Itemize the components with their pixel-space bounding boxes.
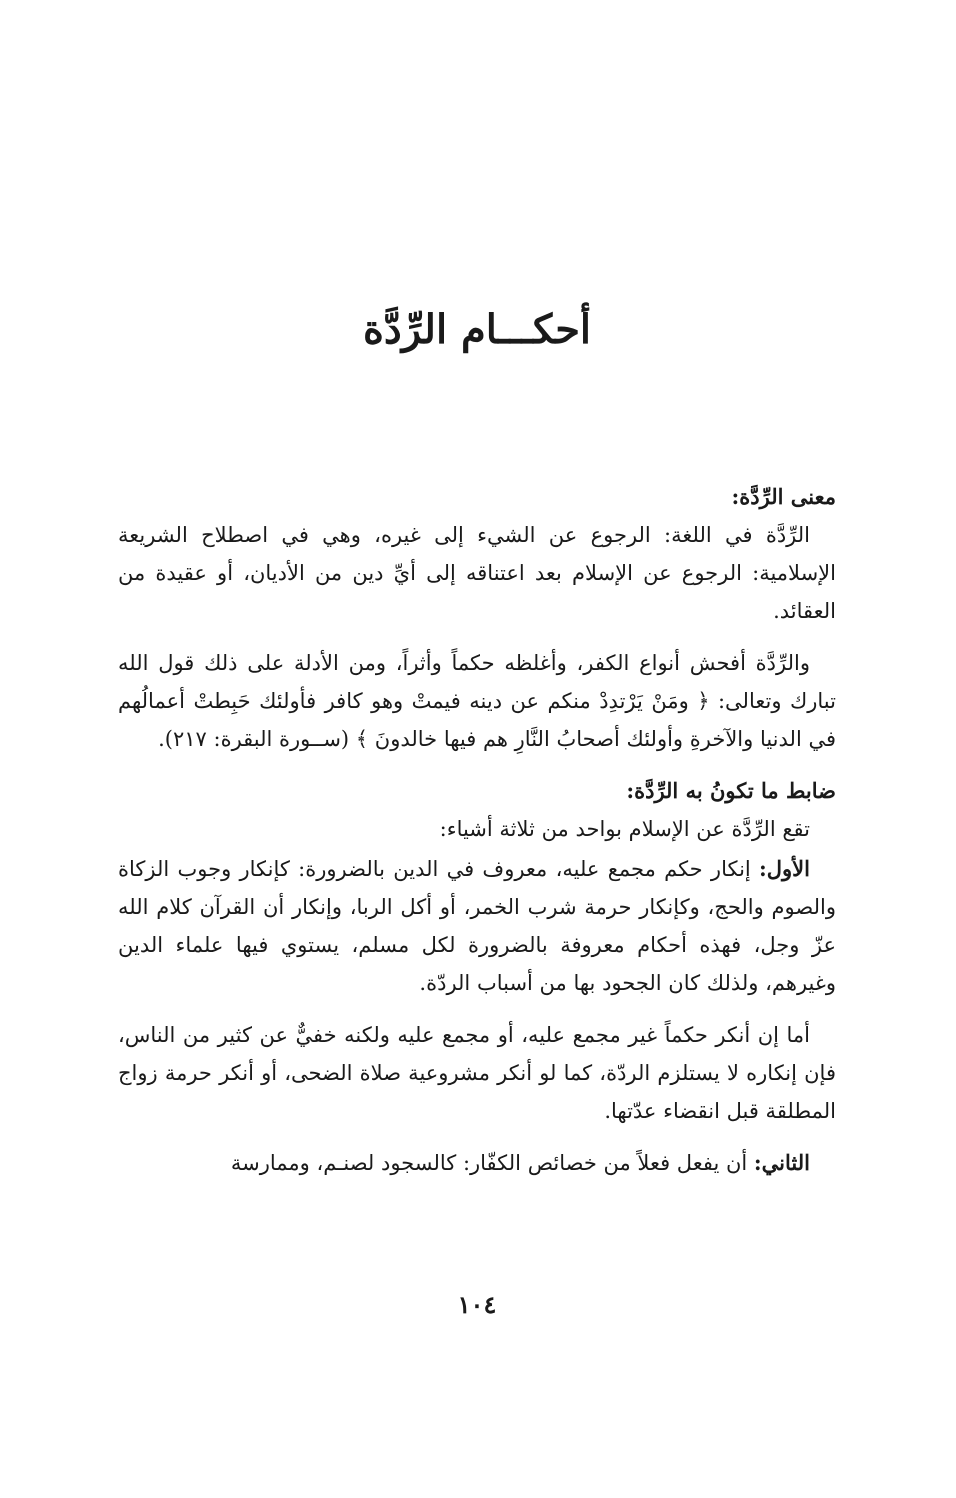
section-heading-meaning: معنى الرِّدَّة: — [731, 484, 836, 509]
chapter-title: أحكـــام الرِّدَّة — [362, 306, 592, 353]
page-body — [118, 478, 836, 1196]
paragraph-second — [118, 1144, 836, 1182]
first-text: إنكار حكم مجمع عليه، معروف في الدين بالضرورة: كإنكار وجوب الزكاة والصوم والحج، وكإنكار حرمة شرب الخمر، أو أكل الربا، وإنكار أن القرآن كلام الله عزّ وجل، فهذه أحكام معروفة بالضرورة لكل مسلم، يستوي فيها علماء الدين وغيرهم، ولذلك كان الجحود بها من أسباب الردّة. — [118, 857, 836, 995]
book-page — [118, 0, 836, 1498]
paragraph-first — [118, 850, 836, 1002]
section-heading-criteria: ضابط ما تكونُ به الرِّدَّة: — [626, 778, 836, 803]
second-lead-word: الثاني: — [753, 1150, 810, 1175]
paragraph-evidence: والرِّدَّة أفحش أنواع الكفر، وأغلظه حكماً وأثراً، ومن الأدلة على ذلك قول الله تبارك وتعالى: ﴿ ومَنْ يَرْتدِدْ منكم عن دينه فيمتْ وهو كافر فأولئك حَبِطتْ أعمالُهم في الدنيا والآخرةِ وأولئك أصحابُ النَّارِ هم فيها خالدونَ ﴾ (ســورة البقرة: ٢١٧). — [118, 651, 836, 751]
first-lead-word: الأول: — [759, 856, 810, 881]
second-text: أن يفعل فعلاً من خصائص الكفّار: كالسجود لصنـم، وممارسة — [230, 1151, 754, 1175]
paragraph-definition: الرِّدَّة في اللغة: الرجوع عن الشيء إلى غيره، وهي في اصطلاح الشريعة الإسلامية: الرجوع عن الإسلام بعد اعتناقه إلى أيِّ دين من الأديان، أو عقيدة من العقائد. — [118, 523, 836, 623]
paragraph-intro: تقع الرِّدَّة عن الإسلام بواحد من ثلاثة أشياء: — [439, 817, 810, 841]
paragraph-exception: أما إن أنكر حكماً غير مجمع عليه، أو مجمع عليه ولكنه خفيٌّ عن كثير من الناس، فإن إنكاره لا يستلزم الردّة، كما لو أنكر مشروعية صلاة الضحى، أو أنكر حرمة زواج المطلقة قبل انقضاء عدّتها. — [118, 1023, 836, 1123]
page-number: ١٠٤ — [457, 1290, 497, 1319]
